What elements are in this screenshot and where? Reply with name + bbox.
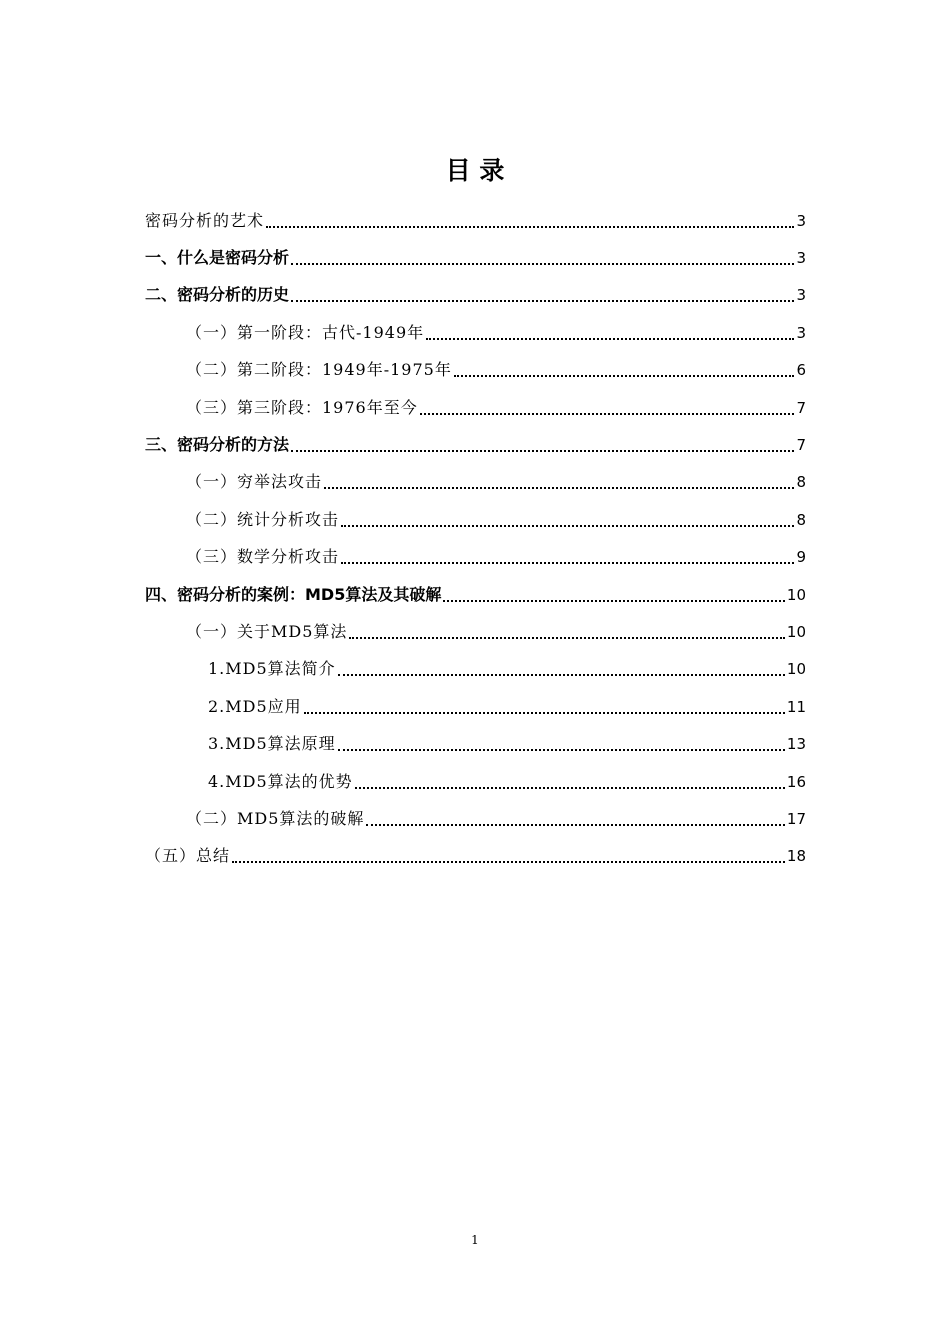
toc-entry-page: 16 [786,772,806,791]
toc-entry-label: （三）第三阶段：1976年至今 [186,397,418,417]
toc-entry-page: 18 [786,847,806,866]
toc-entry-label: 密码分析的艺术 [145,210,265,230]
toc-entry-label: 1.MD5算法简介 [208,659,336,679]
toc-leader [355,785,785,789]
toc-entry-label: （二）统计分析攻击 [186,509,340,529]
toc-entry[interactable] [145,613,806,650]
toc-leader [443,598,785,602]
toc-leader [341,523,794,527]
toc-entry-page: 8 [796,473,806,492]
toc-entry[interactable] [145,838,806,875]
toc-leader [291,448,794,452]
toc-entry-label: 一、什么是密码分析 [145,248,290,268]
toc-entry-label: （二）第二阶段：1949年-1975年 [186,360,452,380]
toc-leader [420,411,794,415]
toc-entry[interactable] [145,277,806,314]
toc-leader [349,635,785,639]
toc-leader [291,298,794,302]
toc-leader [454,373,794,377]
toc-entry-page: 7 [796,436,806,455]
toc-entry-page: 3 [796,249,806,268]
toc-entry[interactable] [145,763,806,800]
toc-entry-page: 17 [786,809,806,828]
toc-entry-label: （一）关于MD5算法 [186,621,348,641]
toc-entry-page: 8 [796,510,806,529]
toc-entry-label: 三、密码分析的方法 [145,435,290,455]
toc-entry[interactable] [145,352,806,389]
toc-leader [338,747,785,751]
toc-entry-label: 二、密码分析的历史 [145,285,290,305]
toc-entry-page: 3 [796,211,806,230]
toc-entry[interactable] [145,576,806,613]
toc-entry-page: 3 [796,323,806,342]
toc-entry[interactable] [145,314,806,351]
toc-entry-page: 9 [796,548,806,567]
toc-entry-page: 10 [786,660,806,679]
toc-entry-page: 7 [796,398,806,417]
toc-leader [341,560,794,564]
toc-entry-label: （二）MD5算法的破解 [186,808,365,828]
toc-entry-label: （一）第一阶段：古代-1949年 [186,322,425,342]
toc-entry[interactable] [145,539,806,576]
toc-entry[interactable] [145,464,806,501]
toc-entry-page: 13 [786,735,806,754]
toc-entry[interactable] [145,389,806,426]
toc-entry-label: （三）数学分析攻击 [186,547,340,567]
toc-entry[interactable] [145,688,806,725]
toc-entry-page: 6 [796,361,806,380]
toc-leader [291,261,794,265]
toc-leader [232,859,785,863]
toc-entry-label: 4.MD5算法的优势 [208,771,353,791]
toc-entry[interactable] [145,426,806,463]
toc-entry[interactable] [145,239,806,276]
toc-entry-label: 四、密码分析的案例：MD5算法及其破解 [145,584,442,604]
toc-entry[interactable] [145,800,806,837]
toc-entry-label: （一）穷举法攻击 [186,472,323,492]
toc-entry[interactable] [145,651,806,688]
toc-list [145,202,806,875]
toc-entry-label: 2.MD5应用 [208,696,302,716]
toc-leader [324,485,794,489]
toc-entry-page: 10 [786,585,806,604]
toc-entry[interactable] [145,725,806,762]
toc-entry[interactable] [145,202,806,239]
toc-leader [304,710,785,714]
toc-entry-page: 10 [786,622,806,641]
toc-leader [426,336,794,340]
toc-entry-page: 3 [796,286,806,305]
toc-entry-label: （五）总结 [145,846,231,866]
toc-leader [266,224,794,228]
toc-entry[interactable] [145,501,806,538]
page-number: 1 [471,1233,479,1247]
toc-leader [338,672,785,676]
toc-entry-label: 3.MD5算法原理 [208,734,336,754]
toc-title: 目 录 [445,156,505,185]
toc-leader [366,822,785,826]
toc-entry-page: 11 [786,697,806,716]
